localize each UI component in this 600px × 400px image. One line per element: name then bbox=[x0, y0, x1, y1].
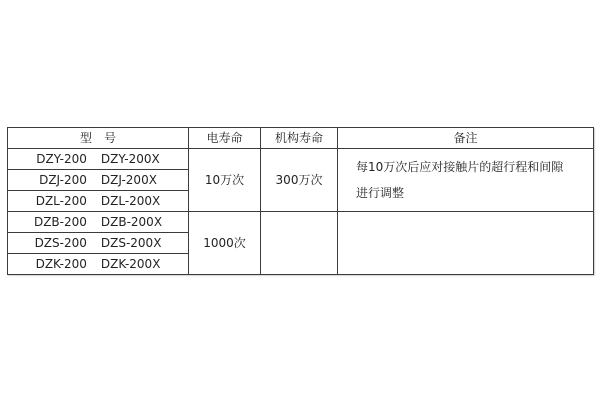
remarks-cell-group1 bbox=[338, 149, 594, 212]
model-code: DZL-200X bbox=[100, 194, 161, 208]
model-cell-dzs-200 bbox=[8, 233, 189, 254]
mechanism-life-cell-group1: 300万次 bbox=[261, 149, 338, 212]
model-code: DZJ-200X bbox=[100, 173, 157, 187]
col-header-remarks: 备注 bbox=[338, 128, 594, 149]
electrical-life-cell-group1: 10万次 bbox=[189, 149, 261, 212]
table-row bbox=[8, 212, 594, 233]
model-code: DZS-200X bbox=[100, 236, 162, 250]
header-row bbox=[8, 128, 594, 149]
spec-table bbox=[7, 127, 594, 275]
model-cell-dzb-200 bbox=[8, 212, 189, 233]
model-code: DZJ-200 bbox=[39, 173, 87, 187]
model-cell-dzy-200 bbox=[8, 149, 189, 170]
electrical-life-cell-group2: 1000次 bbox=[189, 212, 261, 275]
table-row bbox=[8, 149, 594, 170]
remarks-cell-group2-empty bbox=[338, 212, 594, 275]
model-code: DZK-200X bbox=[100, 257, 161, 271]
col-header-mechanism-life: 机构寿命 bbox=[261, 128, 338, 149]
remark-line-2: 进行调整 bbox=[356, 186, 405, 200]
model-code: DZS-200 bbox=[34, 236, 87, 250]
col-header-model: 型 号 bbox=[8, 128, 189, 149]
model-cell-dzj-200 bbox=[8, 170, 189, 191]
model-code: DZB-200 bbox=[33, 215, 87, 229]
model-code: DZY-200X bbox=[100, 152, 160, 166]
remark-line-1: 每10万次后应对接触片的超行程和间隙 bbox=[356, 160, 564, 174]
model-code: DZK-200 bbox=[35, 257, 87, 271]
model-code: DZL-200 bbox=[35, 194, 87, 208]
mechanism-life-cell-group2-empty bbox=[261, 212, 338, 275]
model-cell-dzl-200 bbox=[8, 191, 189, 212]
model-code: DZB-200X bbox=[100, 215, 163, 229]
col-header-electrical-life: 电寿命 bbox=[189, 128, 261, 149]
model-cell-dzk-200 bbox=[8, 254, 189, 275]
model-code: DZY-200 bbox=[36, 152, 87, 166]
